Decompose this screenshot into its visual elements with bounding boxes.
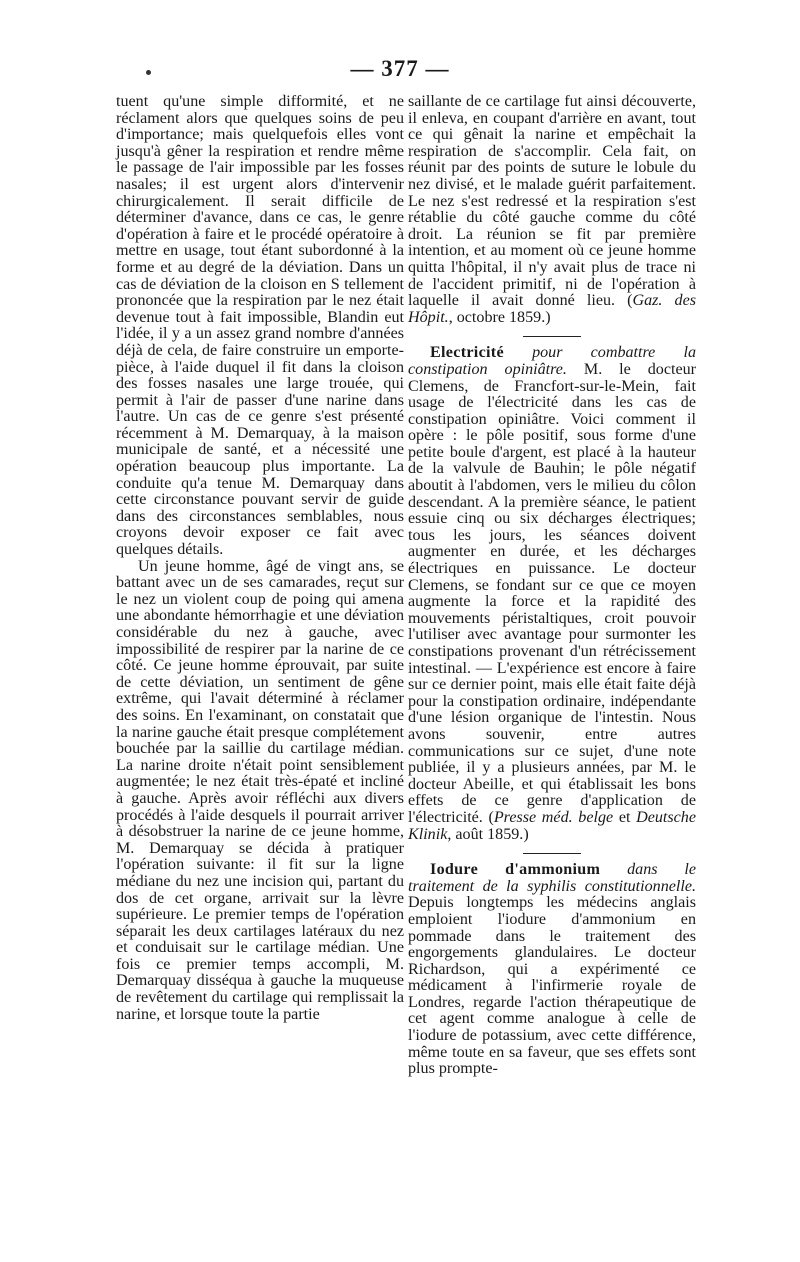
article-subtitle: pour combattre la constipation opiniâtre.: [408, 344, 696, 378]
source-citation: Deutsche Klinik: [408, 808, 696, 843]
ink-dot: [146, 70, 151, 75]
article-electricite: [408, 345, 696, 843]
source-citation: Gaz. des Hôpit.: [408, 292, 696, 326]
left-paragraph-1: tuent qu'une simple difformité, et ne réclament alors que quelques soins de peu d'importance; mais quelquefois elles vont jusqu'à gêner la respiration et rendre même le passage de l'air impossible par les fosses nasales; il est urgent alors d'intervenir chirurgicalement. Il serait difficile de déterminer d'avance, dans ce cas, le genre d'opération à faire et le procédé opératoire à mettre en usage, tout étant subordonné à la forme et au degré de la déviation. Dans un cas de déviation de la cloison en S tellement prononcée que la respiration par le nez était devenue tout à fait impossible, Blandin eut l'idée, il y a un assez grand nombre d'années déjà de cela, de faire construire un emporte-pièce, à l'aide duquel il fit dans la cloison des fosses nasales une large trouée, qui permit à l'air de passer d'une narine dans l'autre. Un cas de ce genre s'est présenté récemment à M. Demarquay, à la maison municipale de santé, et a nécessité une opération beaucoup plus importante. La conduite qu'a tenue M. Demarquay dans cette circonstance pouvant servir de guide dans des circonstances semblables, nous croyons devoir exposer ce fait avec quelques détails.: [116, 93, 404, 559]
left-column: [116, 94, 404, 1023]
article-body: et: [613, 808, 637, 826]
article-iodure: [408, 862, 696, 1078]
section-divider: [523, 853, 581, 854]
article-subtitle: dans le traitement de la syphilis constitutionnelle.: [408, 861, 696, 895]
right-column: [408, 94, 696, 1078]
article-body: M. le docteur Clemens, de Francfort-sur-le-Mein, fait usage de l'électricité dans les cas de constipation opiniâtre. Voici comment il opère : le pôle positif, sous forme d'une petite boule d'argent, est placé à la hauteur de la valvule de Bauhin; le pôle négatif aboutit à l'abdomen, vers le milieu du côlon descendant. A la première séance, le patient essuie cinq ou six décharges électriques; tous les jours, les séances doivent augmenter en durée, et les décharges électriques en puissance. Le docteur Clemens, se fondant sur ce que ce moyen augmente la force et la rapidité des mouvements péristaltiques, croit pouvoir l'utiliser avec avantage pour surmonter les constipations provenant d'un rétrécissement intestinal. — L'expérience est encore à faire sur ce dernier point, mais elle était faite déjà pour la constipation ordinaire, indépendante d'une lésion organique de l'intestin. Nous avons souvenir, entre autres communications sur ce sujet, d'une note publiée, il y a plusieurs années, par M. le docteur Abeille, et qui établissait les bons effets de ce genre d'application de l'électricité. (: [408, 360, 696, 826]
continuation-text: saillante de ce cartilage fut ainsi découverte, il enleva, en coupant d'arrière en avant, tout ce qui gênait la narine et empêchait la respiration de s'accomplir. Cela fait, on réunit par des points de suture le lobule du nez divisé, et le malade guérit parfaitement. Le nez s'est redressé et la respiration s'est rétablie du côté gauche comme du côté droit. La réunion se fit par première intention, et au moment où ce jeune homme quitta l'hôpital, il n'y avait plus de trace ni de l'accident primitif, ni de l'opération à laquelle il avait donné lieu. (: [408, 93, 696, 310]
left-paragraph-2: Un jeune homme, âgé de vingt ans, se battant avec un de ses camarades, reçut sur le nez un violent coup de poing qui amena une abondante hémorrhagie et une déviation considérable du nez à gauche, avec impossibilité de respirer par la narine de ce côté. Ce jeune homme éprouvait, par suite de cette déviation, un sentiment de gêne extrême, qui l'avait déterminé à réclamer des soins. En l'examinant, on constatait que la narine gauche était presque complétement bouchée par la saillie du cartilage médian. La narine droite n'était point sensiblement augmentée; le nez était très-épaté et incliné à gauche. Après avoir réfléchi aux divers procédés à l'aide desquels il pourrait arriver à désobstruer la narine de ce jeune homme, M. Demarquay se décida à pratiquer l'opération suivante: il fit sur la ligne médiane du nez une incision qui, partant du dos de cet organe, arrivait sur la lèvre supérieure. Le premier temps de l'opération séparait les deux cartilages latéraux du nez et conduisait sur le cartilage médian. Une fois ce premier temps accompli, M. Demarquay disséqua à gauche la muqueuse de revêtement du cartilage qui remplissait la narine, et lorsque toute la partie: [116, 557, 404, 1023]
article-heading: Iodure d'ammonium: [430, 861, 601, 879]
article-heading: Electricité: [430, 344, 504, 362]
source-citation: Presse méd. belge: [493, 808, 614, 826]
article-body: Depuis longtemps les médecins anglais emploient l'iodure d'ammonium en pommade dans le traitement des engorgements glandulaires. Le docteur Richardson, qui a expérimenté ce médicament à l'infirmerie royale de Londres, regarde l'action thérapeutique de cet agent comme analogue à celle de l'iodure de potassium, avec cette différence, même toute en sa faveur, que ses effets sont plus prompte-: [408, 894, 696, 1078]
citation-date: , octobre 1859.): [448, 308, 551, 326]
citation-date: , août 1859.): [447, 825, 529, 843]
right-paragraph-continuation: [408, 94, 696, 326]
section-divider: [523, 336, 581, 337]
page-number: — 377 —: [350, 56, 450, 81]
